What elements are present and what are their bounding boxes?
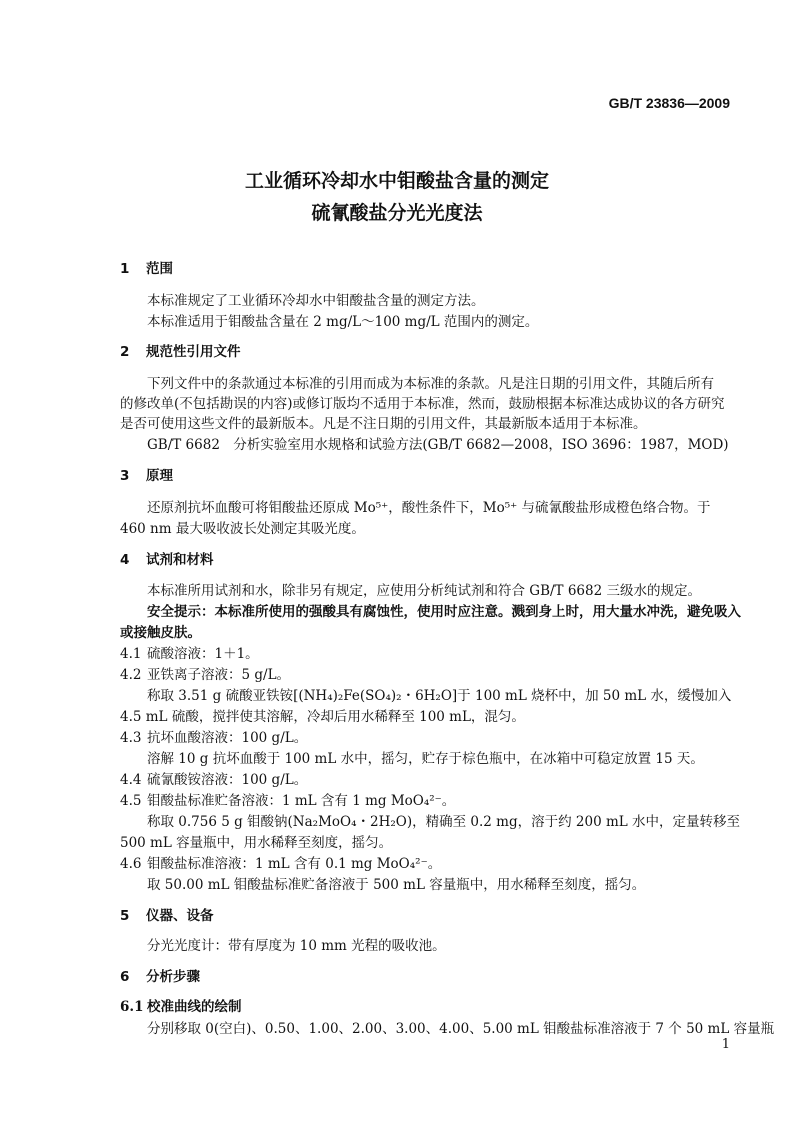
paragraph: 本标准规定了工业循环冷却水中钼酸盐含量的测定方法。 — [147, 293, 485, 309]
item-4-4 — [120, 768, 307, 788]
section-title: 范围 — [146, 261, 173, 277]
item-text: 硫酸溶液：1＋1。 — [147, 646, 259, 662]
section-number: 5 — [120, 908, 130, 924]
paragraph: 分光光度计：带有厚度为 10 mm 光程的吸收池。 — [147, 938, 446, 954]
paragraph-line: 的修改单(不包括勘误的内容)或修订版均不适用于本标准，然而，鼓励根据本标准达成协议的各方研究 — [120, 396, 725, 412]
document-subtitle: 硫氰酸盐分光光度法 — [311, 202, 483, 224]
item-number: 4.6 — [120, 856, 142, 872]
section-title: 仪器、设备 — [146, 908, 214, 924]
section-heading-6 — [120, 965, 200, 985]
section-title: 试剂和材料 — [146, 552, 214, 568]
paragraph-line: 460 nm 最大吸收波长处测定其吸光度。 — [120, 521, 365, 537]
item-4-1 — [120, 642, 259, 662]
paragraph-line: 500 mL 容量瓶中，用水稀释至刻度，摇匀。 — [120, 835, 393, 851]
paragraph-line: 溶解 10 g 抗坏血酸于 100 mL 水中，摇匀，贮存于棕色瓶中，在冰箱中可稳定放置 15 天。 — [147, 751, 704, 767]
paragraph-line: 是否可使用这些文件的最新版本。凡是不注日期的引用文件，其最新版本适用于本标准。 — [120, 416, 647, 432]
paragraph: 本标准适用于钼酸盐含量在 2 mg/L～100 mg/L 范围内的测定。 — [147, 314, 539, 330]
section-number: 1 — [120, 261, 130, 277]
paragraph-line: 还原剂抗坏血酸可将钼酸盐还原成 Mo⁵⁺，酸性条件下，Mo⁵⁺ 与硫氰酸盐形成橙色络合物。于 — [147, 500, 711, 516]
reference-entry: GB/T 6682 分析实验室用水规格和试验方法(GB/T 6682—2008，ISO 3696：1987，MOD) — [147, 437, 729, 453]
paragraph-line: 称取 0.756 5 g 钼酸钠(Na₂MoO₄・2H₂O)，精确至 0.2 mg，溶于约 200 mL 水中，定量转移至 — [147, 814, 741, 830]
section-number: 2 — [120, 344, 130, 360]
safety-note: 安全提示：本标准所使用的强酸具有腐蚀性，使用时应注意。溅到身上时，用大量水冲洗，避免吸入 — [147, 604, 741, 620]
page-number: 1 — [721, 1037, 730, 1052]
section-heading-4 — [120, 548, 214, 568]
item-4-6 — [120, 852, 441, 872]
item-text: 钼酸盐标准贮备溶液：1 mL 含有 1 mg MoO₄²⁻。 — [147, 793, 456, 809]
item-number: 4.1 — [120, 646, 142, 662]
item-number: 6.1 — [120, 999, 144, 1015]
section-heading-3 — [120, 464, 173, 484]
item-4-3 — [120, 726, 307, 746]
item-6-1 — [120, 995, 242, 1015]
section-title: 原理 — [146, 468, 173, 484]
item-4-5 — [120, 789, 455, 809]
paragraph-line: 取 50.00 mL 钼酸盐标准贮备溶液于 500 mL 容量瓶中，用水稀释至刻度，摇匀。 — [147, 877, 646, 893]
paragraph: 本标准所用试剂和水，除非另有规定，应使用分析纯试剂和符合 GB/T 6682 三级水的规定。 — [147, 583, 701, 599]
paragraph-line: 分别移取 0(空白)、0.50、1.00、2.00、3.00、4.00、5.00 mL 钼酸盐标准溶液于 7 个 50 mL 容量瓶 — [147, 1021, 775, 1037]
item-number: 4.3 — [120, 730, 142, 746]
item-text: 抗坏血酸溶液：100 g/L。 — [147, 730, 308, 746]
item-number: 4.4 — [120, 772, 142, 788]
document-title: 工业循环冷却水中钼酸盐含量的测定 — [244, 170, 549, 192]
paragraph-line: 4.5 mL 硫酸，搅拌使其溶解，冷却后用水稀释至 100 mL，混匀。 — [120, 709, 525, 725]
section-title: 分析步骤 — [146, 969, 200, 985]
item-number: 4.5 — [120, 793, 142, 809]
item-text: 硫氰酸铵溶液：100 g/L。 — [147, 772, 308, 788]
section-number: 3 — [120, 468, 130, 484]
item-number: 4.2 — [120, 667, 142, 683]
section-heading-5 — [120, 904, 214, 924]
section-number: 4 — [120, 552, 130, 568]
safety-note-continued: 或接触皮肤。 — [120, 625, 201, 641]
standard-number: GB/T 23836—2009 — [608, 95, 730, 111]
section-heading-2 — [120, 340, 241, 360]
section-number: 6 — [120, 969, 130, 985]
item-text: 钼酸盐标准溶液：1 mL 含有 0.1 mg MoO₄²⁻。 — [147, 856, 442, 872]
item-4-2 — [120, 663, 290, 683]
paragraph-line: 下列文件中的条款通过本标准的引用而成为本标准的条款。凡是注日期的引用文件，其随后所有 — [147, 376, 714, 392]
paragraph-line: 称取 3.51 g 硫酸亚铁铵[(NH₄)₂Fe(SO₄)₂・6H₂O]于 100 mL 烧杯中，加 50 mL 水，缓慢加入 — [147, 688, 732, 704]
item-text: 校准曲线的绘制 — [147, 999, 242, 1015]
item-text: 亚铁离子溶液：5 g/L。 — [147, 667, 291, 683]
section-title: 规范性引用文件 — [146, 344, 241, 360]
section-heading-1 — [120, 257, 173, 277]
